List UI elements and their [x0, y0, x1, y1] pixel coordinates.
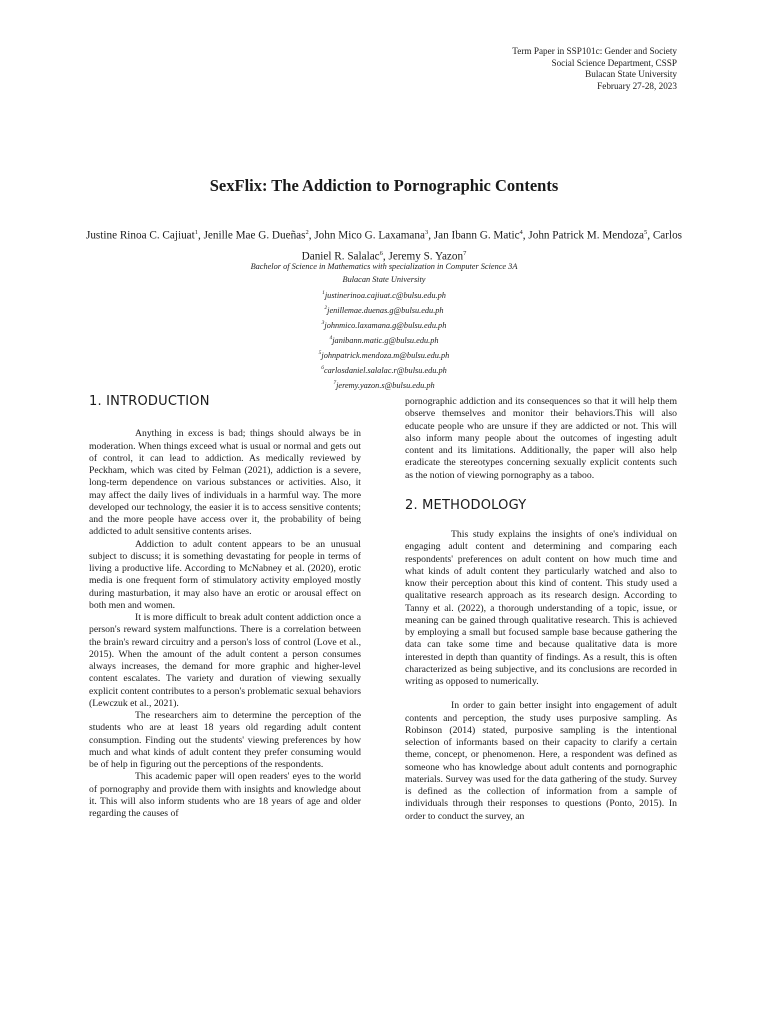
methodology-paragraph: In order to gain better insight into engagement of adult contents and perception, the study uses purposive sampling. As Robinson (2014) stated, purposive sampling is the intentional selection of informants based on their capacity to clarify a certain theme, concept, or phenomenon. Here, a respondent was defined as someone who has knowledge about adult contents and pornographic materials. Survey was used for the data gathering of the study. Survey is defined as the collection of information from a sample of individuals through their responses to questions (Ponto, 2015). In order to conduct the survey, an — [405, 700, 677, 822]
email-link[interactable]: johnpatrick.mendoza.m@bulsu.edu.ph — [321, 350, 450, 360]
email-sup: 2 — [324, 304, 328, 311]
email-sup: 1 — [322, 289, 325, 296]
email-link[interactable]: jenillemae.duenas.g@bulsu.edu.ph — [327, 305, 444, 315]
email-sup: 7 — [333, 379, 337, 386]
author-sup: 1 — [194, 229, 198, 236]
intro-paragraph: It is more difficult to break adult content addiction once a person's reward system malfunctions. There is a correlation between the brain's reward circuitry and a person's loss of control (Love et al., 2015). When the amount of the adult content a person consumes always increases, the demand for more graphic and higher-level content escalates. The variety and duration of viewing sexually explicit content contributes to a person's problematic sexual behaviors (Lewczuk et al., 2021). — [89, 612, 361, 709]
email-line — [0, 362, 768, 377]
author-sup: 3 — [424, 229, 429, 236]
email-line — [0, 377, 768, 392]
author-name: , John Patrick M. Mendoza — [522, 229, 644, 242]
author-sup: 5 — [643, 229, 648, 236]
affiliation-university: Bulacan State University — [342, 275, 426, 285]
author-sup: 7 — [463, 249, 467, 257]
email-sup: 4 — [329, 334, 333, 341]
author-name: , Carlos Daniel R. Salalac — [301, 229, 683, 263]
header-department: Social Science Department, CSSP — [551, 57, 677, 68]
intro-paragraph: Addiction to adult content appears to be an unusual subject to discuss; it is something devastating for people in terms of living a productive life. According to McNabney et al. (2020), erotic media is one frequent form of stimulatory activity employed mostly during masturbation, it may also have an erotic or arousal effect on both men and women. — [89, 538, 361, 611]
email-sup: 5 — [318, 349, 322, 356]
header-university: Bulacan State University — [585, 69, 677, 79]
intro-paragraph: This academic paper will open readers' eyes to the world of pornography and provide them with insights and knowledge about it. This will also inform students who are 18 years of age and older regarding the causes of — [89, 771, 361, 819]
email-line — [0, 302, 768, 317]
intro-paragraph: Anything in excess is bad; things should always be in moderation. When things exceed what is usual or normal and gets out of control, it can lead to addiction. As medically reviewed by Peckham, which was cited by Felman (2021), addiction is a severe, long-term dependence on various substances or activities. Also, it may affect the daily lives of individuals in a harmful way. The more developed our technology, the easier it is to access sensitive contents; and the more people have access over it, the probability of being addicted to adult sensitive contents arises. — [89, 428, 361, 538]
email-link[interactable]: jeremy.yazon.s@bulsu.edu.ph — [336, 380, 435, 390]
author-name: , John Mico G. Laxamana — [308, 229, 425, 242]
header-course: Term Paper in SSP101c: Gender and Society — [512, 46, 677, 56]
intro-heading: 1. INTRODUCTION — [89, 394, 210, 409]
email-link[interactable]: carlosdaniel.salalac.r@bulsu.edu.ph — [323, 365, 447, 375]
email-link[interactable]: johnmico.laxamana.g@bulsu.edu.ph — [324, 320, 447, 330]
author-sup: 4 — [519, 229, 523, 236]
author-name: , Jan Ibann G. Matic — [428, 229, 520, 242]
email-line — [0, 317, 768, 332]
right-column — [405, 396, 677, 823]
methodology-heading: 2. METHODOLOGY — [405, 497, 527, 513]
header-date: February 27-28, 2023 — [597, 80, 677, 91]
email-sup: 6 — [321, 364, 324, 371]
intro-paragraph: The researchers aim to determine the perception of the students who are at least 18 years old regarding adult content consumption. Finding out the students' viewing preferences by how much and what kinds of adult content they prefer consuming would be of help in figuring out the perceptions of the respondents. — [89, 710, 361, 770]
methodology-paragraph: This study explains the insights of one's individual on engaging adult content and determining and comparing each respondents' preferences on adult content on how much time and what kinds of adult content they particularly watched and also to know their perception about this kind of content. This study used a qualitative research approach as its research design. According to Tanny et al. (2022), a thorough understanding of a topic, issue, or meaning can be gained through qualitative research. This is achieved by employing a small but focused sample base because gathering the data can take some time and because qualitative data is more interested in depth than quantity of findings. As a result, this is often characterized as being subjective, and its conclusions are recorded in writing as opposed to numerically. — [405, 529, 677, 687]
author-sup: 2 — [305, 229, 309, 236]
affiliation-program: Bachelor of Science in Mathematics with specialization in Computer Science 3A — [250, 262, 518, 271]
email-link[interactable]: justinerinoa.cajiuat.c@bulsu.edu.ph — [324, 290, 446, 300]
running-header — [512, 46, 677, 92]
email-line — [0, 287, 768, 302]
email-link[interactable]: janibann.matic.g@bulsu.edu.ph — [332, 335, 439, 345]
author-name: , Jeremy S. Yazon — [382, 250, 464, 263]
affiliation-block — [0, 260, 768, 392]
email-line — [0, 332, 768, 347]
author-name: , Jenille Mae G. Dueñas — [197, 229, 306, 242]
author-name: Justine Rinoa C. Cajiuat — [85, 229, 195, 242]
intro-paragraph-continued: pornographic addiction and its consequences so that it will help them observe themselves and monitor their behaviors.This will also educate people who are unsure if they are addicted or not. This will also inform many people about the outcomes of ingesting adult content and its limitations. Additionally, the paper will also help eradicate the stereotypes concerning sexually explicit contents such as the notion of viewing pornography as a taboo. — [405, 396, 677, 481]
email-sup: 3 — [321, 319, 325, 326]
paper-title: SexFlix: The Addiction to Pornographic Contents — [209, 176, 559, 195]
author-sup: 6 — [379, 249, 383, 257]
email-line — [0, 347, 768, 362]
left-column — [89, 392, 361, 820]
